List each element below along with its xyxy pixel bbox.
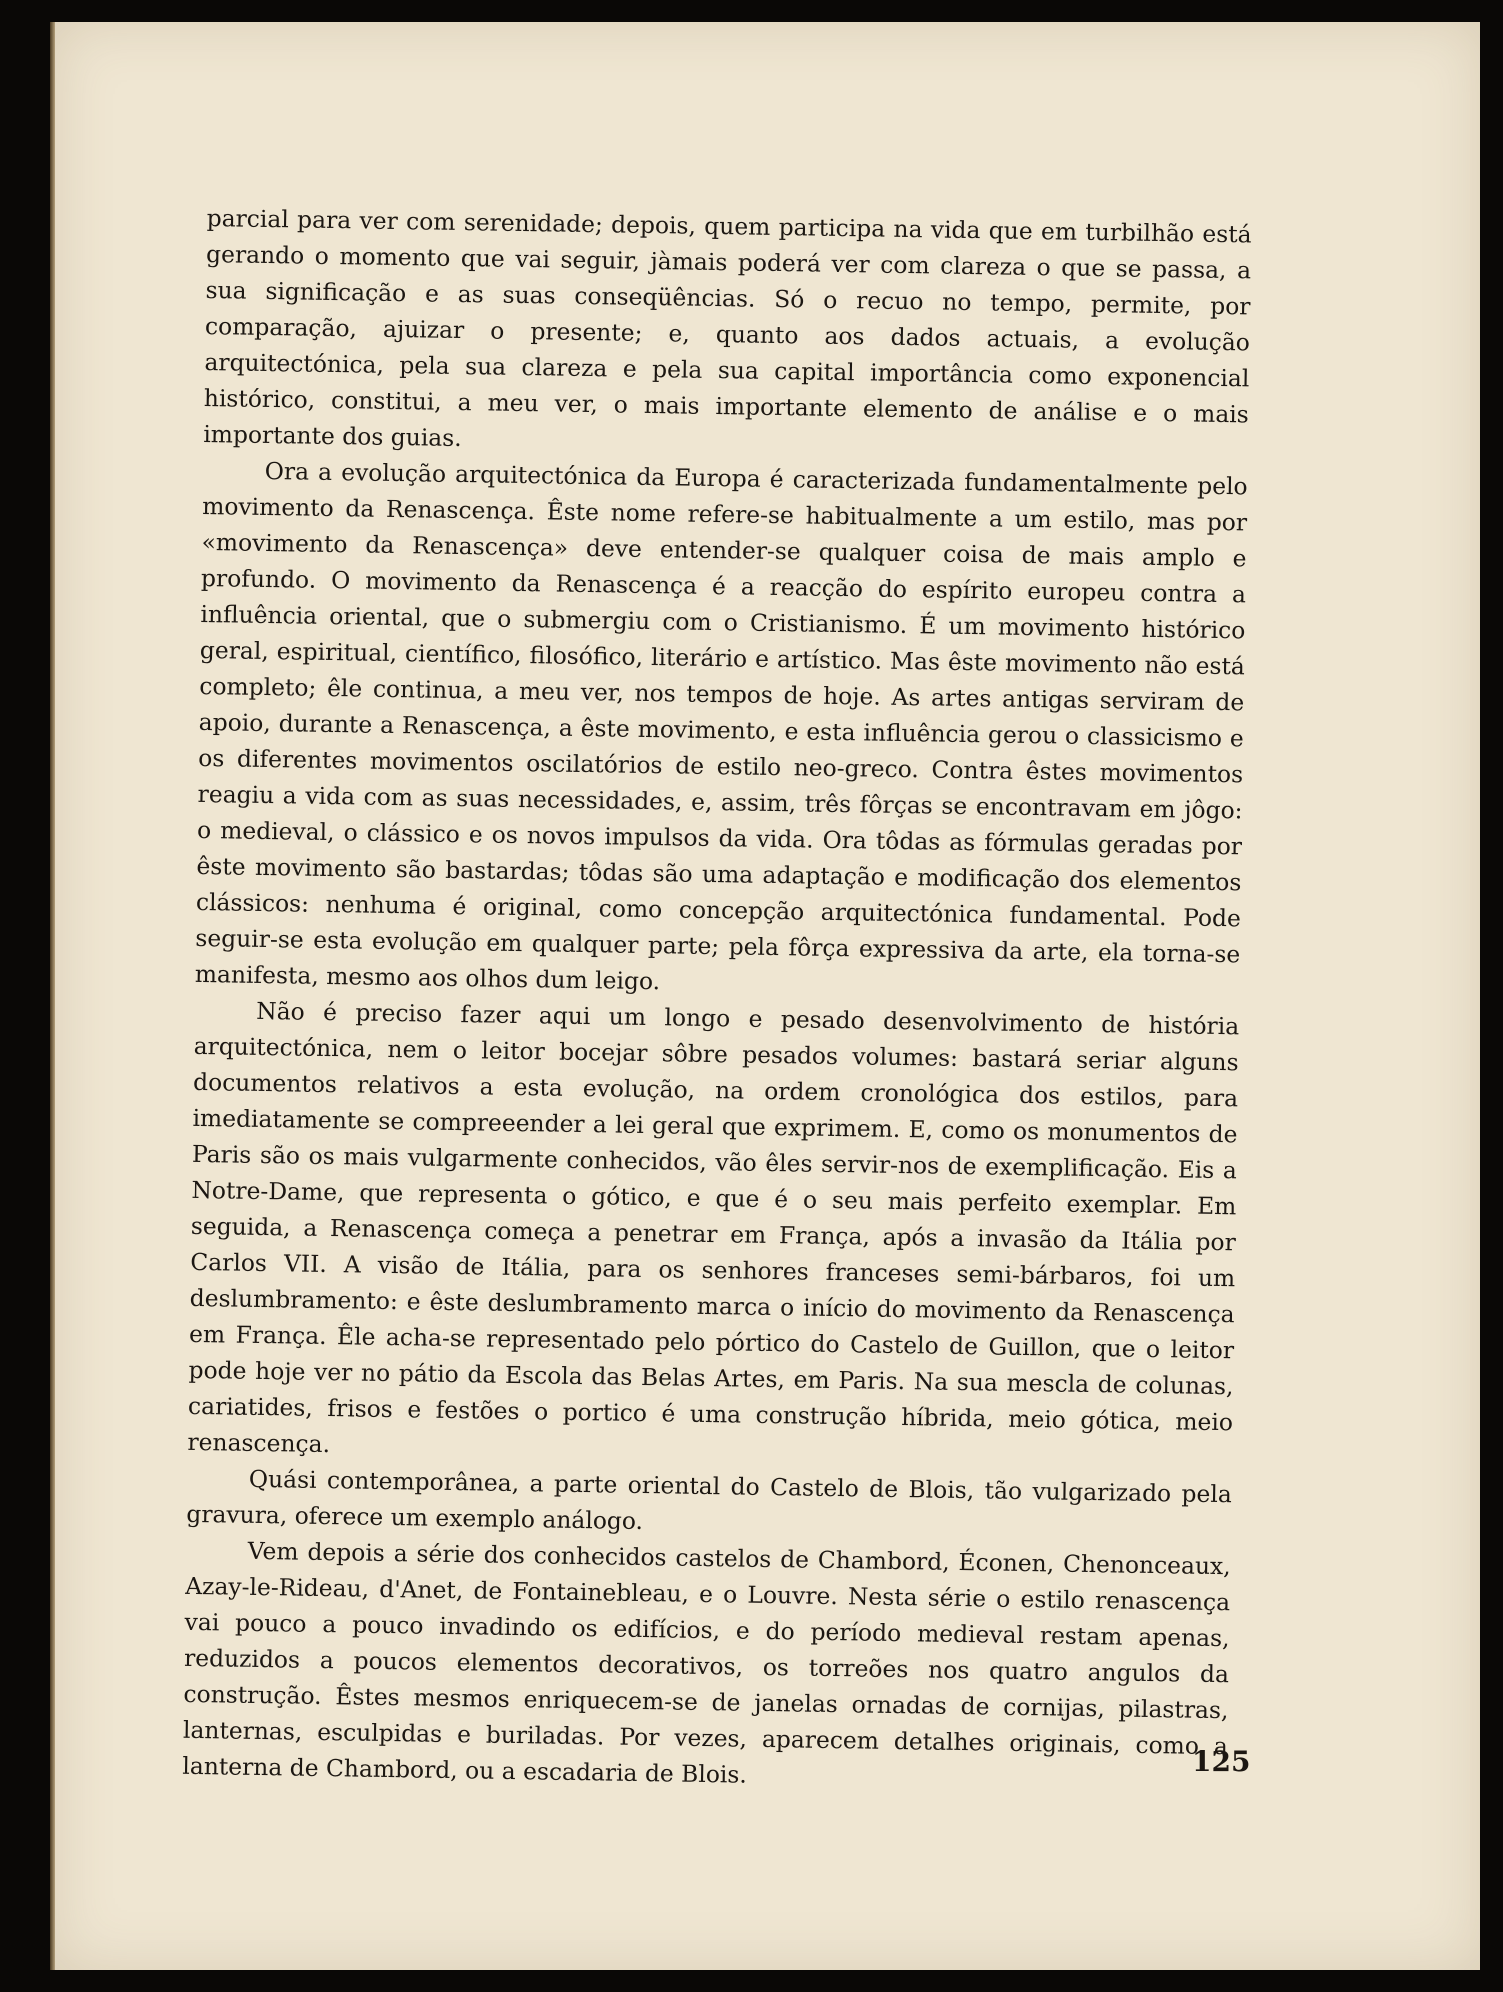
body-text bbox=[182, 200, 1252, 1800]
paragraph-renascenca-movement: Ora a evolução arquitectónica da Europa é caracterizada fundamentalmente pelo movimento da Renascença. Êste nome refere-se habitualmente a um estilo, mas por «movimento da Renascença» deve entender-se qualquer coisa de mais amplo e profundo. O movimento da Renascença é a reacção do espírito europeu contra a influência oriental, que o submergiu com o Cristianismo. É um movimento histórico geral, espiritual, científico, filosófico, literário e artístico. Mas êste movimento não está completo; êle continua, a meu ver, nos tempos de hoje. As artes antigas serviram de apoio, durante a Renascença, a êste movimento, e esta influência gerou o classicismo e os diferentes movimentos oscilatórios de estilo neo-greco. Contra êstes movimentos reagiu a vida com as suas necessidades, e, assim, três fôrças se encontravam em jôgo: o medieval, o clássico e os novos impulsos da vida. Ora tôdas as fórmulas geradas por êste movimento são bastardas; tôdas são uma adaptação e modificação dos elementos clássicos: nenhuma é original, como concepção arquitectónica fundamental. Pode seguir-se esta evolução em qualquer parte; pela fôrça expressiva da arte, ela torna-se manifesta, mesmo aos olhos dum leigo. bbox=[194, 456, 1248, 996]
paragraph-castles-series: Vem depois a série dos conhecidos castelos de Chambord, Éconen, Chenonceaux, Azay-le-Rideau, d'Anet, de Fontainebleau, e o Louvre. Nesta série o estilo renascença vai pouco a pouco invadindo os edifícios, e do período medieval restam apenas, reduzidos a poucos elementos decorativos, os torreões nos quatro angulos da construção. Êstes mesmos enriquecem-se de janelas ornadas de cornijas, pilastras, lanternas, esculpidas e buriladas. Por vezes, aparecem detalhes originais, como a lanterna de Chambord, ou a escadaria de Blois. bbox=[182, 1536, 1231, 1789]
page-number: 125 bbox=[1192, 1745, 1251, 1778]
paragraph-continuation: parcial para ver com serenidade; depois, quem participa na vida que em turbilhão está gerando o momento que vai seguir, jàmais poderá ver com clareza o que se passa, a sua significação e as suas conseqüências. Só o recuo no tempo, permite, por comparação, ajuizar o presente; e, quanto aos dados actuais, a evolução arquitectónica, pela sua clareza e pela sua capital importância como exponencial histórico, constitui, a meu ver, o mais importante elemento de análise e o mais importante dos guias. bbox=[203, 203, 1252, 453]
paragraph-architectural-history: Não é preciso fazer aqui um longo e pesado desenvolvimento de história arquitectónica, nem o leitor bocejar sôbre pesados volumes: bastará seriar alguns documentos relativos a esta evolução, na ordem cronológica dos estilos, para imediatamente se compreeender a lei geral que exprimem. E, como os monumentos de Paris são os mais vulgarmente conhecidos, vão êles servir-nos de exemplificação. Eis a Notre-Dame, que representa o gótico, e que é o seu mais perfeito exemplar. Em seguida, a Renascença começa a penetrar em França, após a invasão da Itália por Carlos VII. A visão de Itália, para os senhores franceses semi-bárbaros, foi um deslumbramento: e êste deslumbramento marca o início do movimento da Renascença em França. Êle acha-se representado pelo pórtico do Castelo de Guillon, que o leitor pode hoje ver no pátio da Escola das Belas Artes, em Paris. Na sua mescla de colunas, cariatides, frisos e festões o portico é uma construção híbrida, meio gótica, meio renascença. bbox=[187, 996, 1240, 1459]
paragraph-castelo-blois: Quási contemporânea, a parte oriental do Castelo de Blois, tão vulgarizado pela gravura, oferece um exemplo análogo. bbox=[186, 1464, 1233, 1536]
